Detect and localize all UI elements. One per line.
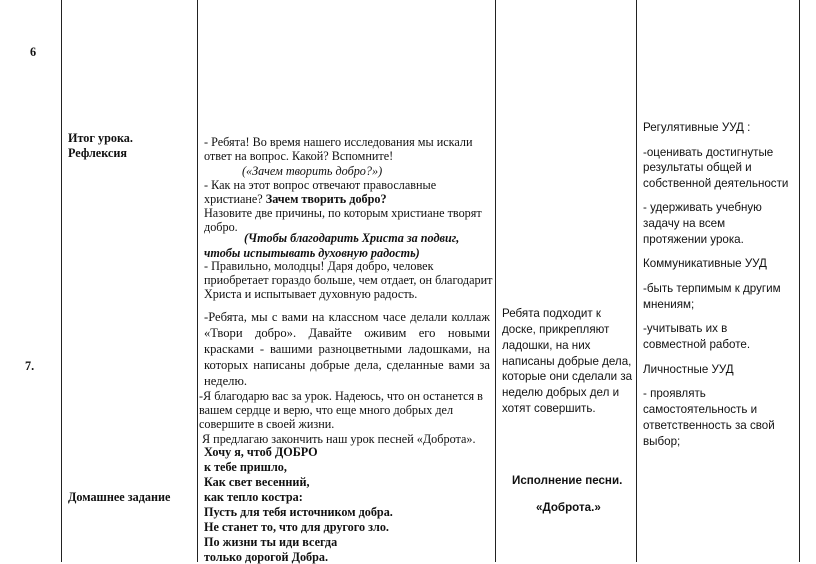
- song-title: «Доброта.»: [536, 501, 601, 514]
- uud-item: задачу на всем: [643, 217, 726, 230]
- students-text: которые они сделали за: [502, 370, 633, 383]
- song-line: Хочу я, чтоб ДОБРО: [204, 445, 318, 459]
- song-line: как тепло костра:: [204, 490, 303, 504]
- teacher-text-part: христиане?: [204, 192, 266, 206]
- uud-item: ответственность за свой: [643, 419, 775, 432]
- teacher-text: которых написаны добрые дела, сделанные вами за: [204, 358, 490, 372]
- uud-item: - удерживать учебную: [643, 201, 762, 214]
- students-text: доске, прикрепляют: [502, 323, 610, 336]
- song-line: к тебе пришло,: [204, 460, 287, 474]
- uud-item: -учитывать их в: [643, 322, 728, 335]
- teacher-question: Зачем творить добро?: [265, 192, 387, 206]
- uud-heading: Коммуникативные УУД: [643, 257, 767, 270]
- uud-item: протяжении урока.: [643, 233, 744, 246]
- uud-heading: Личностные УУД: [643, 363, 734, 376]
- uud-item: выбор;: [643, 435, 681, 448]
- uud-item: собственной деятельности: [643, 177, 789, 190]
- teacher-text: -Ребята, мы с вами на классном часе делали коллаж: [204, 310, 490, 324]
- students-text: ладошки, на них: [502, 339, 591, 352]
- song-line: Не станет то, что для другого зло.: [204, 520, 389, 534]
- song-line: только дорогой Добра.: [204, 550, 329, 564]
- teacher-text: - Правильно, молодцы! Даря добро, человек: [204, 259, 434, 273]
- teacher-text: - Ребята! Во время нашего исследования мы искали: [204, 135, 473, 149]
- teacher-text: Я предлагаю закончить наш урок песней «Доброта».: [202, 432, 476, 446]
- homework-label: Домашнее задание: [68, 490, 171, 504]
- teacher-text: приобретает гораздо больше, чем отдает, он благодарит: [204, 273, 493, 287]
- teacher-text: красками - вашими разноцветными ладошками, на: [204, 342, 490, 356]
- teacher-text: -Я благодарю вас за урок. Надеюсь, что он останется в: [199, 389, 483, 403]
- uud-item: - проявлять: [643, 387, 706, 400]
- uud-item: -оценивать достигнутые: [643, 146, 774, 159]
- column-divider: [495, 0, 496, 562]
- column-divider: [61, 0, 62, 562]
- teacher-text: - Как на этот вопрос отвечают православные: [204, 178, 437, 192]
- stage-title: Рефлексия: [68, 146, 127, 160]
- column-divider: [197, 0, 198, 562]
- teacher-text: добро.: [204, 220, 238, 234]
- teacher-text: вашем сердце и верю, что еще много добрых дел: [199, 403, 454, 417]
- teacher-answer: чтобы испытывать духовную радость): [204, 246, 420, 260]
- uud-item: мнениям;: [643, 298, 695, 311]
- teacher-text: совершите в своей жизни.: [199, 417, 335, 431]
- teacher-text: [204, 192, 387, 206]
- teacher-text: ответ на вопрос. Какой? Вспомните!: [204, 149, 394, 163]
- song-line: По жизни ты иди всегда: [204, 535, 338, 549]
- column-divider: [636, 0, 637, 562]
- uud-item: -быть терпимым к другим: [643, 282, 781, 295]
- students-text: хотят совершить.: [502, 402, 596, 415]
- teacher-text: «Твори добро». Давайте оживим его новыми: [204, 326, 490, 340]
- teacher-text: Назовите две причины, по которым христиане творят: [204, 206, 482, 220]
- uud-item: самостоятельность и: [643, 403, 758, 416]
- row-number: 7.: [25, 359, 35, 373]
- song-line: Как свет весенний,: [204, 475, 310, 489]
- teacher-text: неделю.: [204, 374, 248, 388]
- students-text: Ребята подходит к: [502, 307, 601, 320]
- column-divider: [799, 0, 800, 562]
- uud-item: совместной работе.: [643, 338, 751, 351]
- song-line: Пусть для тебя источником добра.: [204, 505, 393, 519]
- stage-title: Итог урока.: [68, 131, 133, 145]
- teacher-text: («Зачем творить добро?»): [242, 164, 383, 178]
- teacher-answer: (Чтобы благодарить Христа за подвиг,: [244, 231, 460, 245]
- performance-label: Исполнение песни.: [512, 474, 623, 487]
- uud-item: результаты общей и: [643, 161, 752, 174]
- row-number: 6: [30, 45, 37, 59]
- students-text: написаны добрые дела,: [502, 355, 632, 368]
- uud-heading: Регулятивные УУД :: [643, 121, 751, 134]
- students-text: неделю добрых дел и: [502, 386, 620, 399]
- teacher-text: Христа и испытывает духовную радость.: [204, 287, 418, 301]
